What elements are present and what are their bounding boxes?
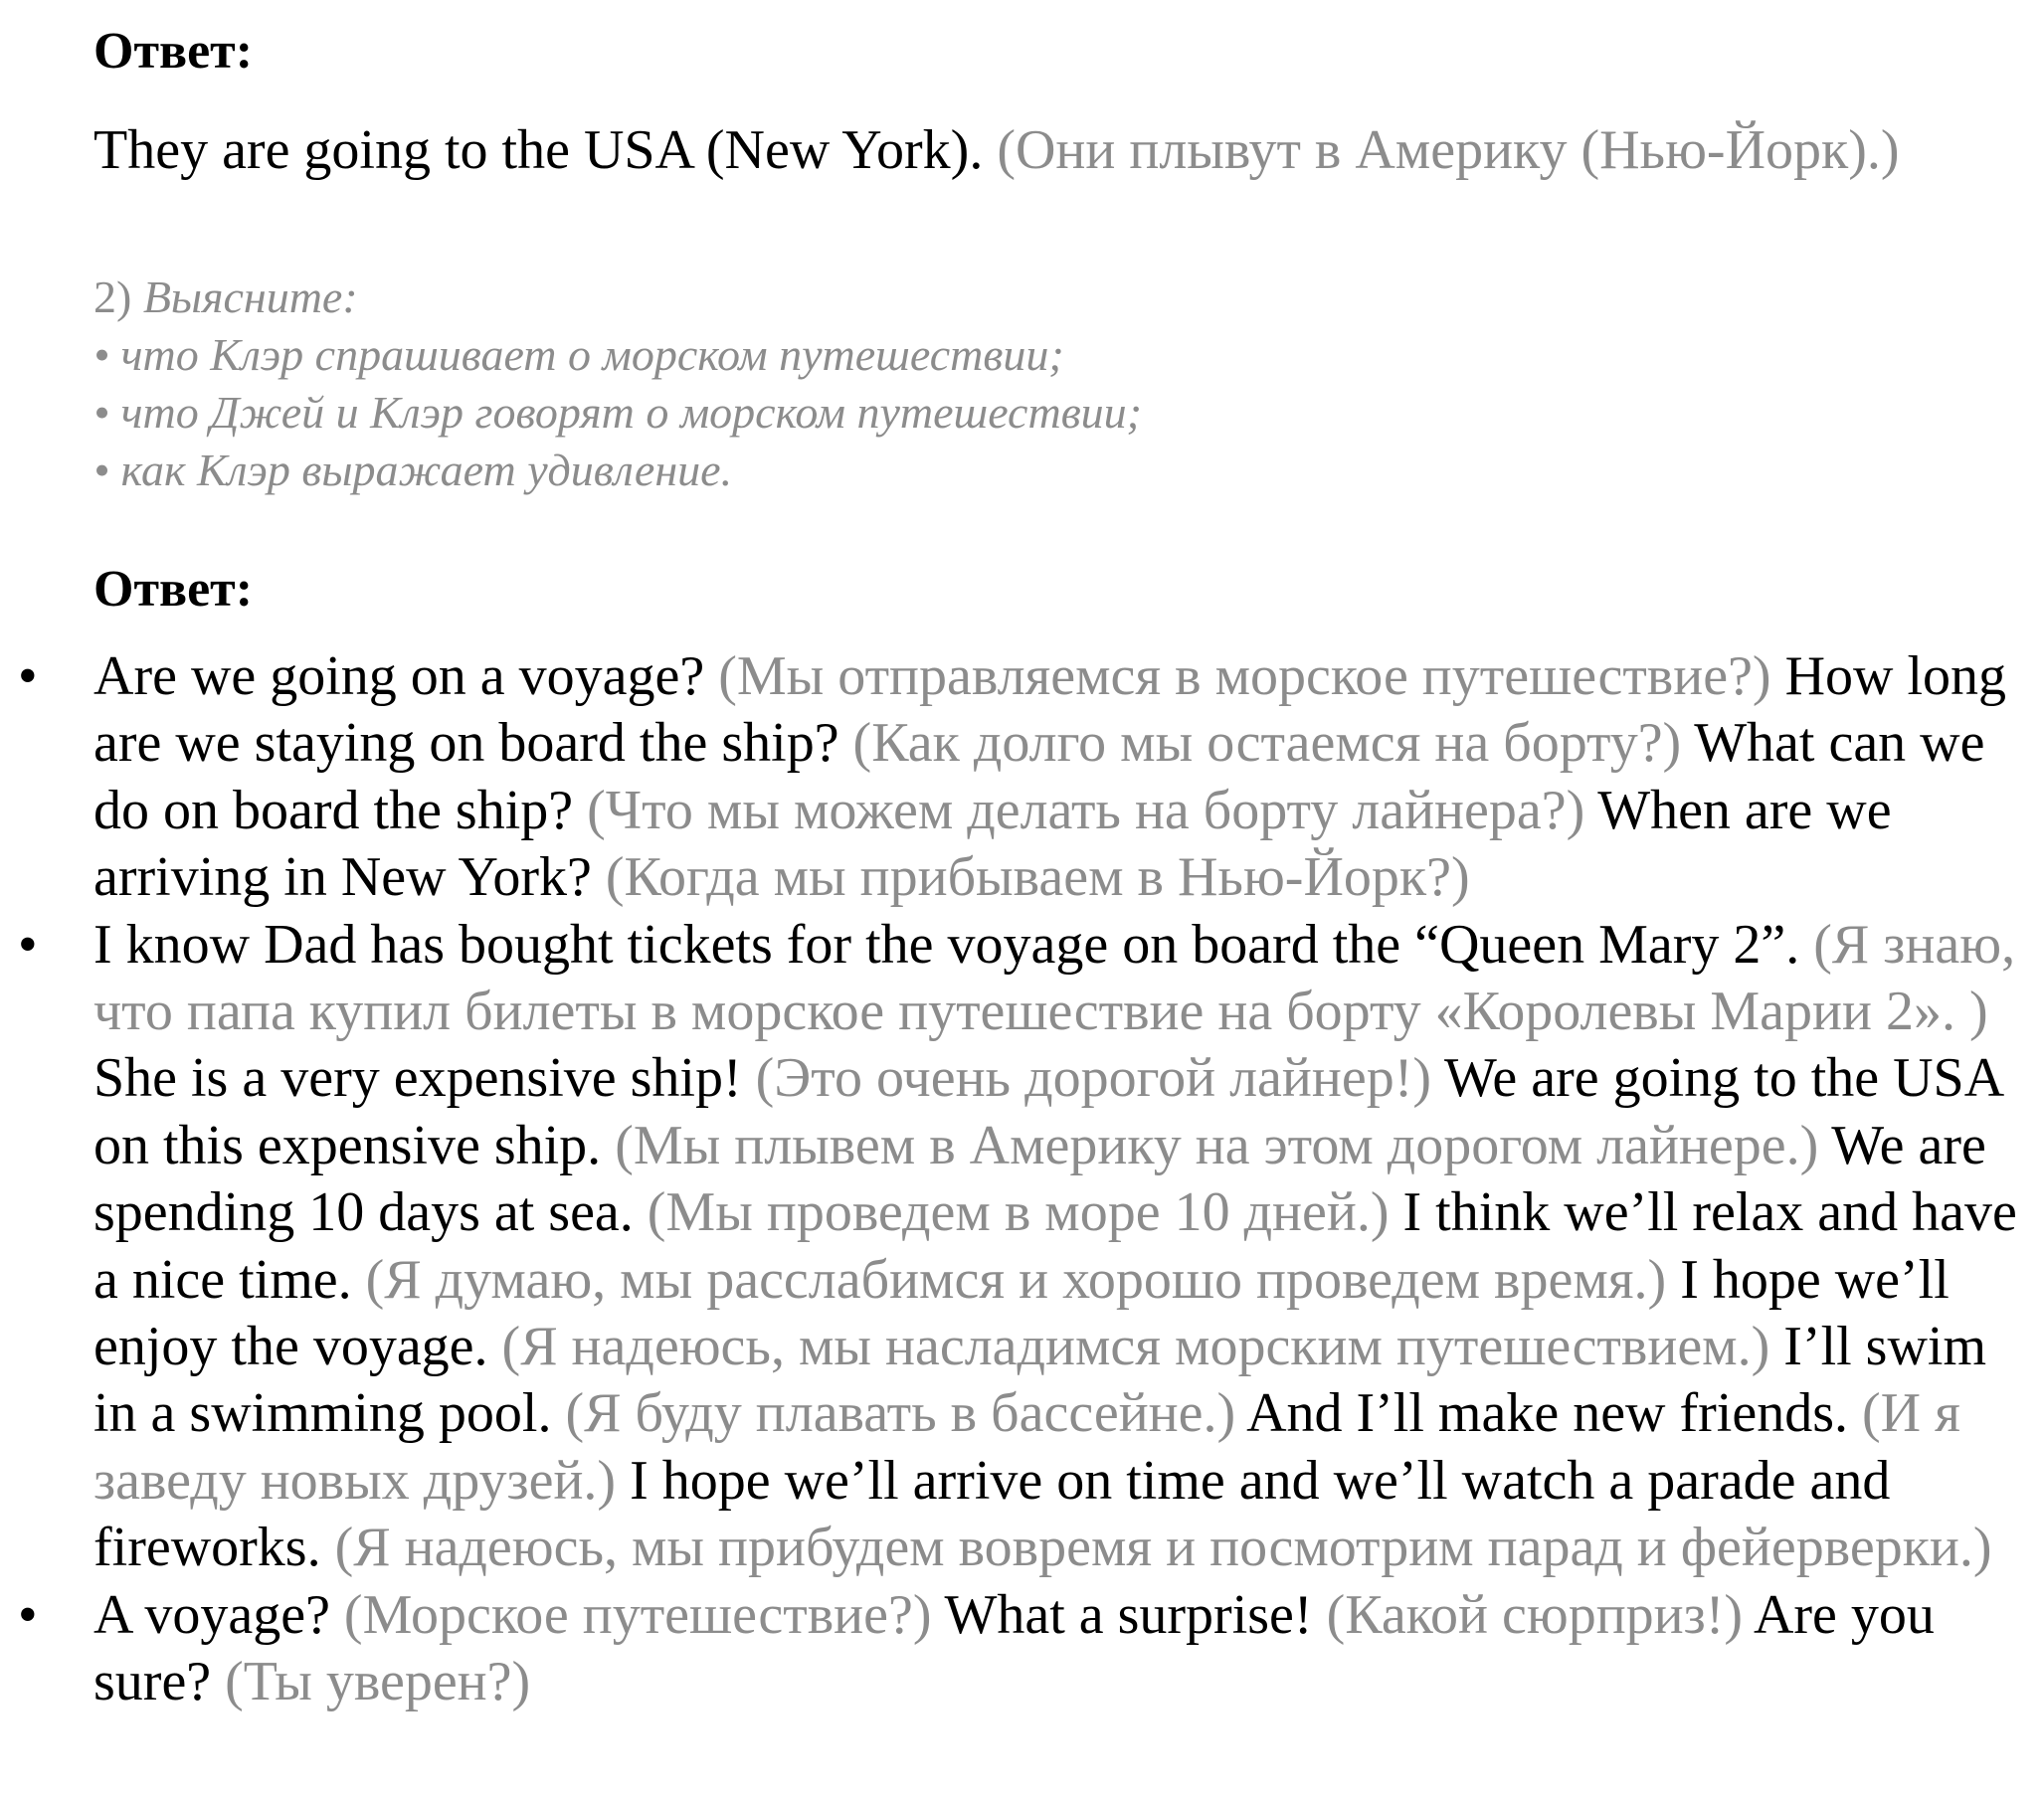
translation-text: (Мы проведем в море 10 дней.): [647, 1181, 1403, 1244]
english-text: A voyage?: [93, 1583, 344, 1646]
english-text: What a surprise!: [944, 1583, 1327, 1646]
translation-text: (Мы плывем в Америку на этом дорогом лайнере.): [615, 1114, 1832, 1176]
english-text: We are spending 10 days at sea.: [93, 1114, 1986, 1244]
translation-text: (Я буду плавать в бассейне.): [565, 1382, 1247, 1445]
task-item: • что Клэр спрашивает о морском путешествии;: [93, 329, 1064, 380]
answer-heading-1: Ответ:: [93, 23, 254, 80]
english-text: I think we’ll relax and have a nice time.: [93, 1181, 2017, 1311]
answer-bullet-item: [0, 1582, 2028, 1716]
task-number: 2): [93, 271, 132, 322]
bullet-icon: •: [18, 645, 38, 707]
english-text: How long are we staying on board the ship?: [93, 645, 2007, 775]
answer-1-english: They are going to the USA (New York).: [93, 119, 984, 181]
task-item: • как Клэр выражает удивление.: [93, 445, 733, 495]
task-2-title-line: [93, 269, 1142, 326]
translation-text: (Какой сюрприз!): [1326, 1583, 1754, 1646]
english-text: I hope we’ll arrive on time and we’ll watch a parade and fireworks.: [93, 1449, 1891, 1579]
english-text: Are you sure?: [93, 1583, 1935, 1713]
english-text: And I’ll make new friends.: [1246, 1382, 1862, 1445]
translation-text: (И я заведу новых друзей.): [93, 1382, 1960, 1512]
answer-bullet-list: [0, 643, 2029, 1716]
translation-text: (Морское путешествие?): [343, 1583, 945, 1646]
english-text: What can we do on board the ship?: [93, 712, 1985, 841]
translation-text: (Я надеюсь, мы насладимся морским путешествием.): [501, 1316, 1784, 1378]
answer-1-translation: (Они плывут в Америку (Нью-Йорк).): [997, 119, 1900, 181]
english-text: I’ll swim in a swimming pool.: [93, 1316, 1987, 1445]
answer-heading-2: Ответ:: [93, 561, 254, 618]
answer-bullet-item: [0, 643, 2028, 912]
english-text: We are going to the USA on this expensive ship.: [93, 1047, 2002, 1176]
bullet-icon: •: [18, 1583, 38, 1646]
translation-text: (Это очень дорогой лайнер!): [755, 1047, 1444, 1110]
translation-text: (Когда мы прибываем в Нью-Йорк?): [605, 846, 1470, 909]
translation-text: (Как долго мы остаемся на борту?): [852, 712, 1695, 775]
task-title: Выясните:: [142, 271, 358, 322]
english-text: I hope we’ll enjoy the voyage.: [93, 1248, 1950, 1378]
bullet-icon: •: [18, 913, 38, 976]
translation-text: (Я знаю, что папа купил билеты в морское путешествие на борту «Королевы Марии 2». ): [93, 913, 2016, 1043]
english-text: She is a very expensive ship!: [93, 1047, 756, 1110]
translation-text: (Ты уверен?): [225, 1651, 531, 1713]
task-2-block: [93, 269, 1142, 499]
english-text: I know Dad has bought tickets for the voyage on board the “Queen Mary 2”.: [93, 913, 1814, 976]
translation-text: (Я думаю, мы расслабимся и хорошо проведем время.): [365, 1248, 1681, 1311]
translation-text: (Мы отправляемся в морское путешествие?): [718, 645, 1785, 707]
translation-text: (Я надеюсь, мы прибудем вовремя и посмотрим парад и фейерверки.): [334, 1517, 1992, 1579]
english-text: Are we going on a voyage?: [93, 645, 719, 707]
task-item: • что Джей и Клэр говорят о морском путешествии;: [93, 387, 1142, 438]
answer-bullet-item: [0, 912, 2028, 1582]
english-text: When are we arriving in New York?: [93, 779, 1892, 909]
translation-text: (Что мы можем делать на борту лайнера?): [587, 779, 1598, 841]
answer-1-paragraph: [93, 117, 2024, 183]
